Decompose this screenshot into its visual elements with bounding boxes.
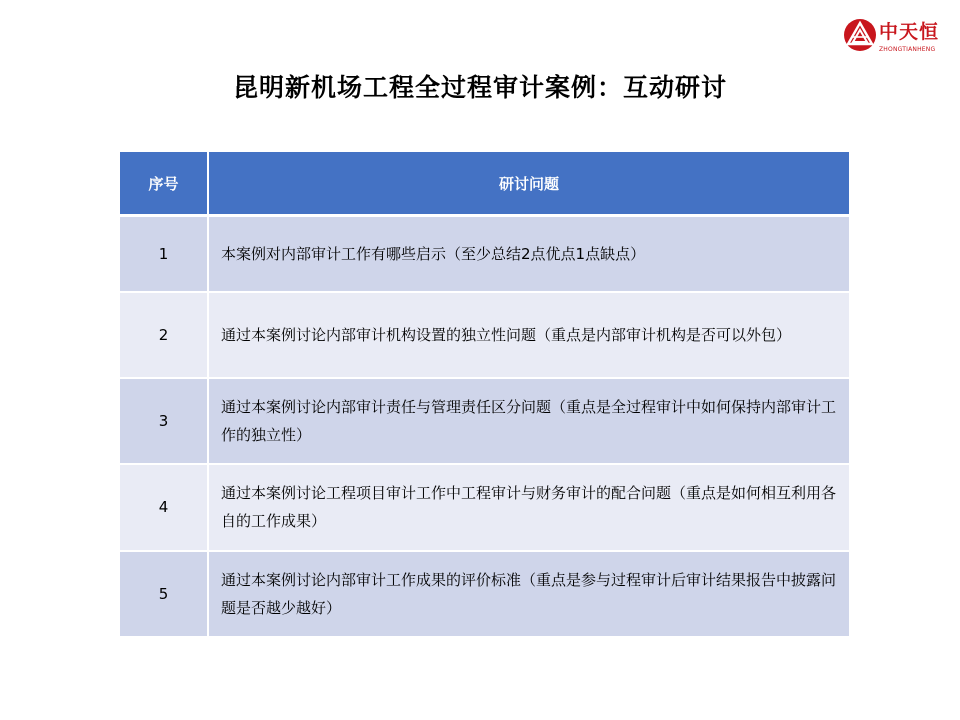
table-row	[120, 551, 849, 637]
row-number: 4	[120, 464, 208, 551]
table-header-row	[120, 152, 849, 216]
row-question: 通过本案例讨论内部审计机构设置的独立性问题（重点是内部审计机构是否可以外包）	[208, 292, 849, 378]
logo-mark-icon	[843, 18, 877, 52]
table-row	[120, 464, 849, 551]
row-question: 通过本案例讨论工程项目审计工作中工程审计与财务审计的配合问题（重点是如何相互利用各自的工作成果）	[208, 464, 849, 551]
logo-name: 中天恒	[879, 21, 940, 43]
column-header-number: 序号	[120, 152, 208, 216]
row-number: 1	[120, 216, 208, 292]
row-question: 通过本案例讨论内部审计工作成果的评价标准（重点是参与过程审计后审计结果报告中披露问题是否越少越好）	[208, 551, 849, 637]
row-question: 通过本案例讨论内部审计责任与管理责任区分问题（重点是全过程审计中如何保持内部审计工作的独立性）	[208, 378, 849, 464]
row-number: 2	[120, 292, 208, 378]
table-row	[120, 292, 849, 378]
discussion-table	[120, 152, 849, 638]
company-logo	[843, 18, 943, 62]
logo-subtitle: ZHONGTIANHENG	[879, 46, 936, 53]
table-row	[120, 378, 849, 464]
page-title: 昆明新机场工程全过程审计案例：互动研讨	[232, 73, 727, 102]
row-question: 本案例对内部审计工作有哪些启示（至少总结2点优点1点缺点）	[208, 216, 849, 292]
table-row	[120, 216, 849, 292]
row-number: 5	[120, 551, 208, 637]
column-header-question: 研讨问题	[208, 152, 849, 216]
row-number: 3	[120, 378, 208, 464]
